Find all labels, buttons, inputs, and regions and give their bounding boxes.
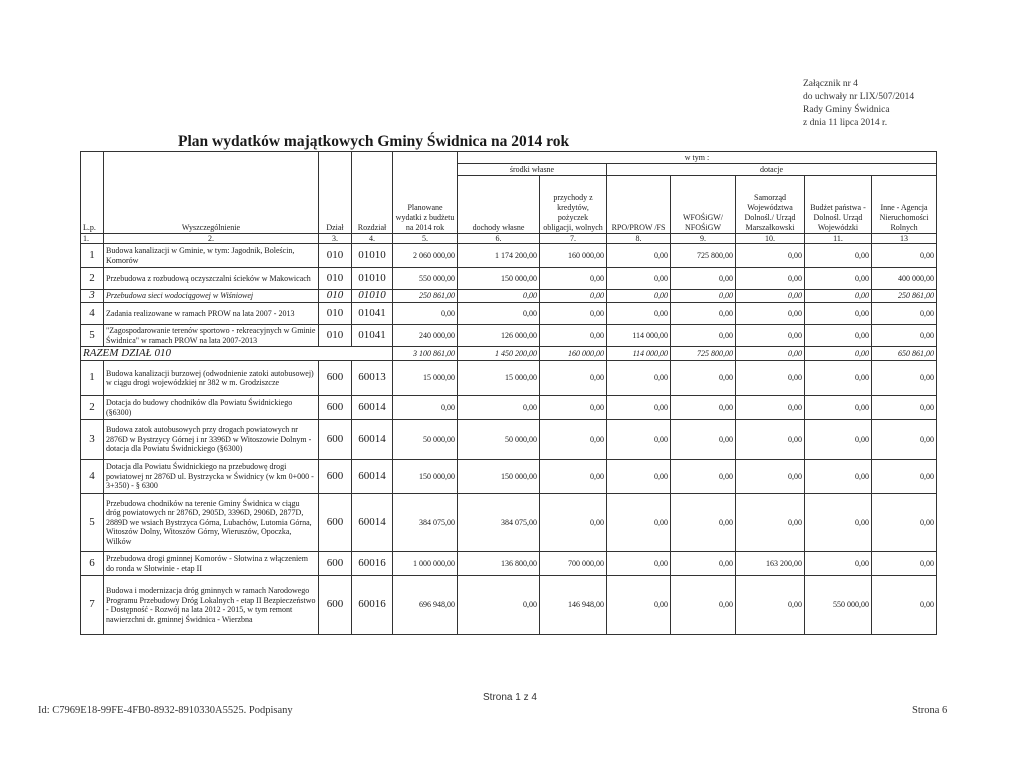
table-row — [81, 552, 937, 576]
row-lp: 5 — [81, 325, 104, 347]
row-rozdzial: 60014 — [352, 420, 393, 460]
row-wfos: 0,00 — [671, 460, 736, 494]
row-wfos: 0,00 — [671, 396, 736, 420]
page-number: Strona 6 — [912, 705, 948, 716]
row-wfos: 0,00 — [671, 552, 736, 576]
row-rpo: 0,00 — [607, 361, 671, 396]
row-dzial: 600 — [319, 460, 352, 494]
column-number: 5. — [393, 234, 458, 244]
row-wfos: 0,00 — [671, 576, 736, 635]
row-loans: 160 000,00 — [540, 244, 607, 268]
header-dzial: Dział — [319, 152, 352, 234]
row-description: Przebudowa sieci wodociągowej w Wiśniowej — [104, 290, 319, 303]
row-dzial: 010 — [319, 325, 352, 347]
table-row — [81, 494, 937, 552]
row-other: 0,00 — [872, 494, 937, 552]
header-description: Wyszczególnienie — [104, 152, 319, 234]
total-wfos: 725 800,00 — [671, 347, 736, 361]
table-row — [81, 460, 937, 494]
row-own-revenue: 0,00 — [458, 396, 540, 420]
row-state-budget: 0,00 — [805, 325, 872, 347]
total-loans: 160 000,00 — [540, 347, 607, 361]
row-description: Przebudowa chodników na terenie Gminy Świdnica w ciągu dróg powiatowych nr 2876D, 2905D, 3396D, 2906D, 2877D, 2889D we wsiach Bystrzyca Górna, Lubachów, Lutomia Górna, Witoszów Dolny, Witoszów Górny, Wieruszów, Opoczka, Wilków — [104, 494, 319, 552]
row-loans: 0,00 — [540, 396, 607, 420]
row-rpo: 0,00 — [607, 303, 671, 325]
row-rozdzial: 60014 — [352, 460, 393, 494]
row-state-budget: 0,00 — [805, 303, 872, 325]
row-own-revenue: 15 000,00 — [458, 361, 540, 396]
row-planned: 150 000,00 — [393, 460, 458, 494]
annex-resolution: do uchwały nr LIX/507/2014 — [803, 92, 915, 102]
row-planned: 0,00 — [393, 396, 458, 420]
row-rozdzial: 01010 — [352, 244, 393, 268]
row-rpo: 0,00 — [607, 460, 671, 494]
row-dzial: 600 — [319, 420, 352, 460]
row-lp: 7 — [81, 576, 104, 635]
row-other: 400 000,00 — [872, 268, 937, 290]
row-description: Budowa kanalizacji burzowej (odwodnienie zatoki autobusowej) w ciągu drogi wojewódzkiej nr 382 w m. Grodziszcze — [104, 361, 319, 396]
expenditure-table — [80, 151, 937, 635]
row-state-budget: 0,00 — [805, 268, 872, 290]
row-rpo: 0,00 — [607, 494, 671, 552]
row-lp: 2 — [81, 396, 104, 420]
row-lp: 6 — [81, 552, 104, 576]
row-description: Przebudowa drogi gminnej Komorów - Słotwina z włączeniem do ronda w Słotwinie - etap II — [104, 552, 319, 576]
column-number: 9. — [671, 234, 736, 244]
total-other: 650 861,00 — [872, 347, 937, 361]
row-loans: 700 000,00 — [540, 552, 607, 576]
row-loans: 0,00 — [540, 361, 607, 396]
annex-number: Załącznik nr 4 — [803, 79, 858, 89]
row-loans: 0,00 — [540, 460, 607, 494]
row-planned: 2 060 000,00 — [393, 244, 458, 268]
row-own-revenue: 150 000,00 — [458, 460, 540, 494]
row-other: 0,00 — [872, 325, 937, 347]
table-row — [81, 396, 937, 420]
row-lp: 4 — [81, 303, 104, 325]
table-row — [81, 325, 937, 347]
row-regional: 0,00 — [736, 361, 805, 396]
table-row — [81, 268, 937, 290]
row-planned: 240 000,00 — [393, 325, 458, 347]
row-regional: 0,00 — [736, 396, 805, 420]
row-state-budget: 0,00 — [805, 396, 872, 420]
row-wfos: 0,00 — [671, 494, 736, 552]
row-own-revenue: 0,00 — [458, 290, 540, 303]
row-wfos: 0,00 — [671, 325, 736, 347]
row-rozdzial: 60016 — [352, 576, 393, 635]
header-rozdzial: Rozdział — [352, 152, 393, 234]
row-planned: 250 861,00 — [393, 290, 458, 303]
row-loans: 0,00 — [540, 290, 607, 303]
row-rozdzial: 01041 — [352, 303, 393, 325]
row-planned: 1 000 000,00 — [393, 552, 458, 576]
row-state-budget: 0,00 — [805, 290, 872, 303]
row-other: 0,00 — [872, 552, 937, 576]
row-other: 0,00 — [872, 303, 937, 325]
document-id: Id: C7969E18-99FE-4FB0-8932-8910330A5525. Podpisany — [38, 705, 293, 716]
row-other: 0,00 — [872, 396, 937, 420]
row-planned: 50 000,00 — [393, 420, 458, 460]
table-row — [81, 303, 937, 325]
header-planned: Planowane wydatki z budżetu na 2014 rok — [393, 152, 458, 234]
row-dzial: 600 — [319, 576, 352, 635]
column-number: 8. — [607, 234, 671, 244]
row-other: 0,00 — [872, 576, 937, 635]
row-regional: 0,00 — [736, 290, 805, 303]
column-number: 2. — [104, 234, 319, 244]
row-loans: 0,00 — [540, 420, 607, 460]
table-row — [81, 244, 937, 268]
column-number: 3. — [319, 234, 352, 244]
document-title: Plan wydatków majątkowych Gminy Świdnica na 2014 rok — [178, 133, 570, 150]
row-regional: 0,00 — [736, 268, 805, 290]
row-own-revenue: 1 174 200,00 — [458, 244, 540, 268]
row-dzial: 010 — [319, 290, 352, 303]
row-wfos: 0,00 — [671, 303, 736, 325]
header-regional: Samorząd Województwa Dolnośl./ Urząd Marszałkowski — [736, 176, 805, 234]
row-rozdzial: 01010 — [352, 268, 393, 290]
row-planned: 696 948,00 — [393, 576, 458, 635]
row-description: Dotacja do budowy chodników dla Powiatu Świdnickiego (§6300) — [104, 396, 319, 420]
row-wfos: 0,00 — [671, 361, 736, 396]
header-own-revenue: dochody własne — [458, 176, 540, 234]
row-wfos: 725 800,00 — [671, 244, 736, 268]
row-loans: 146 948,00 — [540, 576, 607, 635]
row-rozdzial: 60014 — [352, 494, 393, 552]
row-dzial: 600 — [319, 361, 352, 396]
header-grants: dotacje — [607, 164, 937, 176]
row-own-revenue: 384 075,00 — [458, 494, 540, 552]
row-dzial: 010 — [319, 268, 352, 290]
row-state-budget: 0,00 — [805, 244, 872, 268]
row-own-revenue: 150 000,00 — [458, 268, 540, 290]
row-loans: 0,00 — [540, 268, 607, 290]
row-dzial: 600 — [319, 494, 352, 552]
annex-council: Rady Gminy Świdnica — [803, 105, 890, 115]
row-wfos: 0,00 — [671, 420, 736, 460]
row-description: Zadania realizowane w ramach PROW na lata 2007 - 2013 — [104, 303, 319, 325]
row-state-budget: 550 000,00 — [805, 576, 872, 635]
row-lp: 3 — [81, 290, 104, 303]
row-other: 0,00 — [872, 361, 937, 396]
header-lp: L.p. — [81, 152, 104, 234]
row-rozdzial: 01041 — [352, 325, 393, 347]
row-rpo: 0,00 — [607, 290, 671, 303]
row-own-revenue: 0,00 — [458, 576, 540, 635]
row-planned: 0,00 — [393, 303, 458, 325]
column-number: 4. — [352, 234, 393, 244]
total-row-dzial-010 — [81, 347, 937, 361]
row-rpo: 0,00 — [607, 244, 671, 268]
row-description: Budowa zatok autobusowych przy drogach powiatowych nr 2876D w Bystrzycy Górnej i nr 3396D w Witoszowie Dolnym - dotacja dla Powiatu Świdnickiego (§6300) — [104, 420, 319, 460]
row-planned: 550 000,00 — [393, 268, 458, 290]
table-row — [81, 420, 937, 460]
row-description: Przebudowa z rozbudową oczyszczalni ścieków w Makowicach — [104, 268, 319, 290]
row-wfos: 0,00 — [671, 290, 736, 303]
row-loans: 0,00 — [540, 325, 607, 347]
row-dzial: 600 — [319, 552, 352, 576]
row-lp: 3 — [81, 420, 104, 460]
total-planned: 3 100 861,00 — [393, 347, 458, 361]
header-w-tym: w tym : — [458, 152, 937, 164]
column-number: 11. — [805, 234, 872, 244]
row-regional: 0,00 — [736, 244, 805, 268]
row-lp: 2 — [81, 268, 104, 290]
header-loans: przychody z kredytów, pożyczek obligacji, wolnych — [540, 176, 607, 234]
column-number: 6. — [458, 234, 540, 244]
row-regional: 0,00 — [736, 420, 805, 460]
row-own-revenue: 0,00 — [458, 303, 540, 325]
row-regional: 0,00 — [736, 494, 805, 552]
row-wfos: 0,00 — [671, 268, 736, 290]
row-loans: 0,00 — [540, 494, 607, 552]
row-description: Budowa kanalizacji w Gminie, w tym: Jagodnik, Boleścin, Komorów — [104, 244, 319, 268]
row-state-budget: 0,00 — [805, 552, 872, 576]
row-rpo: 0,00 — [607, 552, 671, 576]
total-regional: 0,00 — [736, 347, 805, 361]
row-state-budget: 0,00 — [805, 420, 872, 460]
row-own-revenue: 136 800,00 — [458, 552, 540, 576]
row-rpo: 0,00 — [607, 268, 671, 290]
row-regional: 0,00 — [736, 460, 805, 494]
row-rozdzial: 60016 — [352, 552, 393, 576]
row-dzial: 010 — [319, 244, 352, 268]
row-lp: 1 — [81, 361, 104, 396]
row-regional: 0,00 — [736, 303, 805, 325]
row-rozdzial: 01010 — [352, 290, 393, 303]
row-dzial: 010 — [319, 303, 352, 325]
row-description: Budowa i modernizacja dróg gminnych w ramach Narodowego Programu Przebudowy Dróg Lokalnych - etap II Bezpieczeństwo - Dostępność - Rozwój na lata 2012 - 2015, w tym remont nawierzchni dr. gminnej Świdnica - Wierzbna — [104, 576, 319, 635]
table-row — [81, 361, 937, 396]
total-state-budget: 0,00 — [805, 347, 872, 361]
row-lp: 1 — [81, 244, 104, 268]
row-dzial: 600 — [319, 396, 352, 420]
header-other: Inne - Agencja Nieruchomości Rolnych — [872, 176, 937, 234]
row-rpo: 0,00 — [607, 420, 671, 460]
table-row — [81, 290, 937, 303]
row-state-budget: 0,00 — [805, 494, 872, 552]
header-wfos: WFOŚiGW/ NFOŚiGW — [671, 176, 736, 234]
header-rpo: RPO/PROW /FS — [607, 176, 671, 234]
row-own-revenue: 126 000,00 — [458, 325, 540, 347]
row-rpo: 114 000,00 — [607, 325, 671, 347]
row-rozdzial: 60013 — [352, 361, 393, 396]
column-number: 13 — [872, 234, 937, 244]
row-state-budget: 0,00 — [805, 361, 872, 396]
row-other: 0,00 — [872, 460, 937, 494]
page-counter: Strona 1 z 4 — [483, 692, 537, 703]
row-own-revenue: 50 000,00 — [458, 420, 540, 460]
annex-note — [803, 78, 914, 130]
row-regional: 0,00 — [736, 325, 805, 347]
row-other: 0,00 — [872, 244, 937, 268]
row-loans: 0,00 — [540, 303, 607, 325]
row-regional: 0,00 — [736, 576, 805, 635]
column-number: 7. — [540, 234, 607, 244]
row-rozdzial: 60014 — [352, 396, 393, 420]
total-label: RAZEM DZIAŁ 010 — [81, 347, 393, 361]
header-state-budget: Budżet państwa - Dolnośl. Urząd Wojewódzki — [805, 176, 872, 234]
column-number: 1. — [81, 234, 104, 244]
row-regional: 163 200,00 — [736, 552, 805, 576]
annex-date: z dnia 11 lipca 2014 r. — [803, 118, 888, 128]
row-rpo: 0,00 — [607, 576, 671, 635]
row-other: 0,00 — [872, 420, 937, 460]
row-description: "Zagospodarowanie terenów sportowo - rekreacyjnych w Gminie Świdnica" w ramach PROW na lata 2007-2013 — [104, 325, 319, 347]
row-lp: 5 — [81, 494, 104, 552]
row-description: Dotacja dla Powiatu Świdnickiego na przebudowę drogi powiatowej nr 2876D ul. Bystrzycka w Świdnicy (w km 0+000 - 3+350) - § 6300 — [104, 460, 319, 494]
total-rpo: 114 000,00 — [607, 347, 671, 361]
row-planned: 384 075,00 — [393, 494, 458, 552]
row-state-budget: 0,00 — [805, 460, 872, 494]
row-planned: 15 000,00 — [393, 361, 458, 396]
column-number: 10. — [736, 234, 805, 244]
row-other: 250 861,00 — [872, 290, 937, 303]
total-own-revenue: 1 450 200,00 — [458, 347, 540, 361]
table-row — [81, 576, 937, 635]
header-own-funds: środki własne — [458, 164, 607, 176]
row-lp: 4 — [81, 460, 104, 494]
row-rpo: 0,00 — [607, 396, 671, 420]
